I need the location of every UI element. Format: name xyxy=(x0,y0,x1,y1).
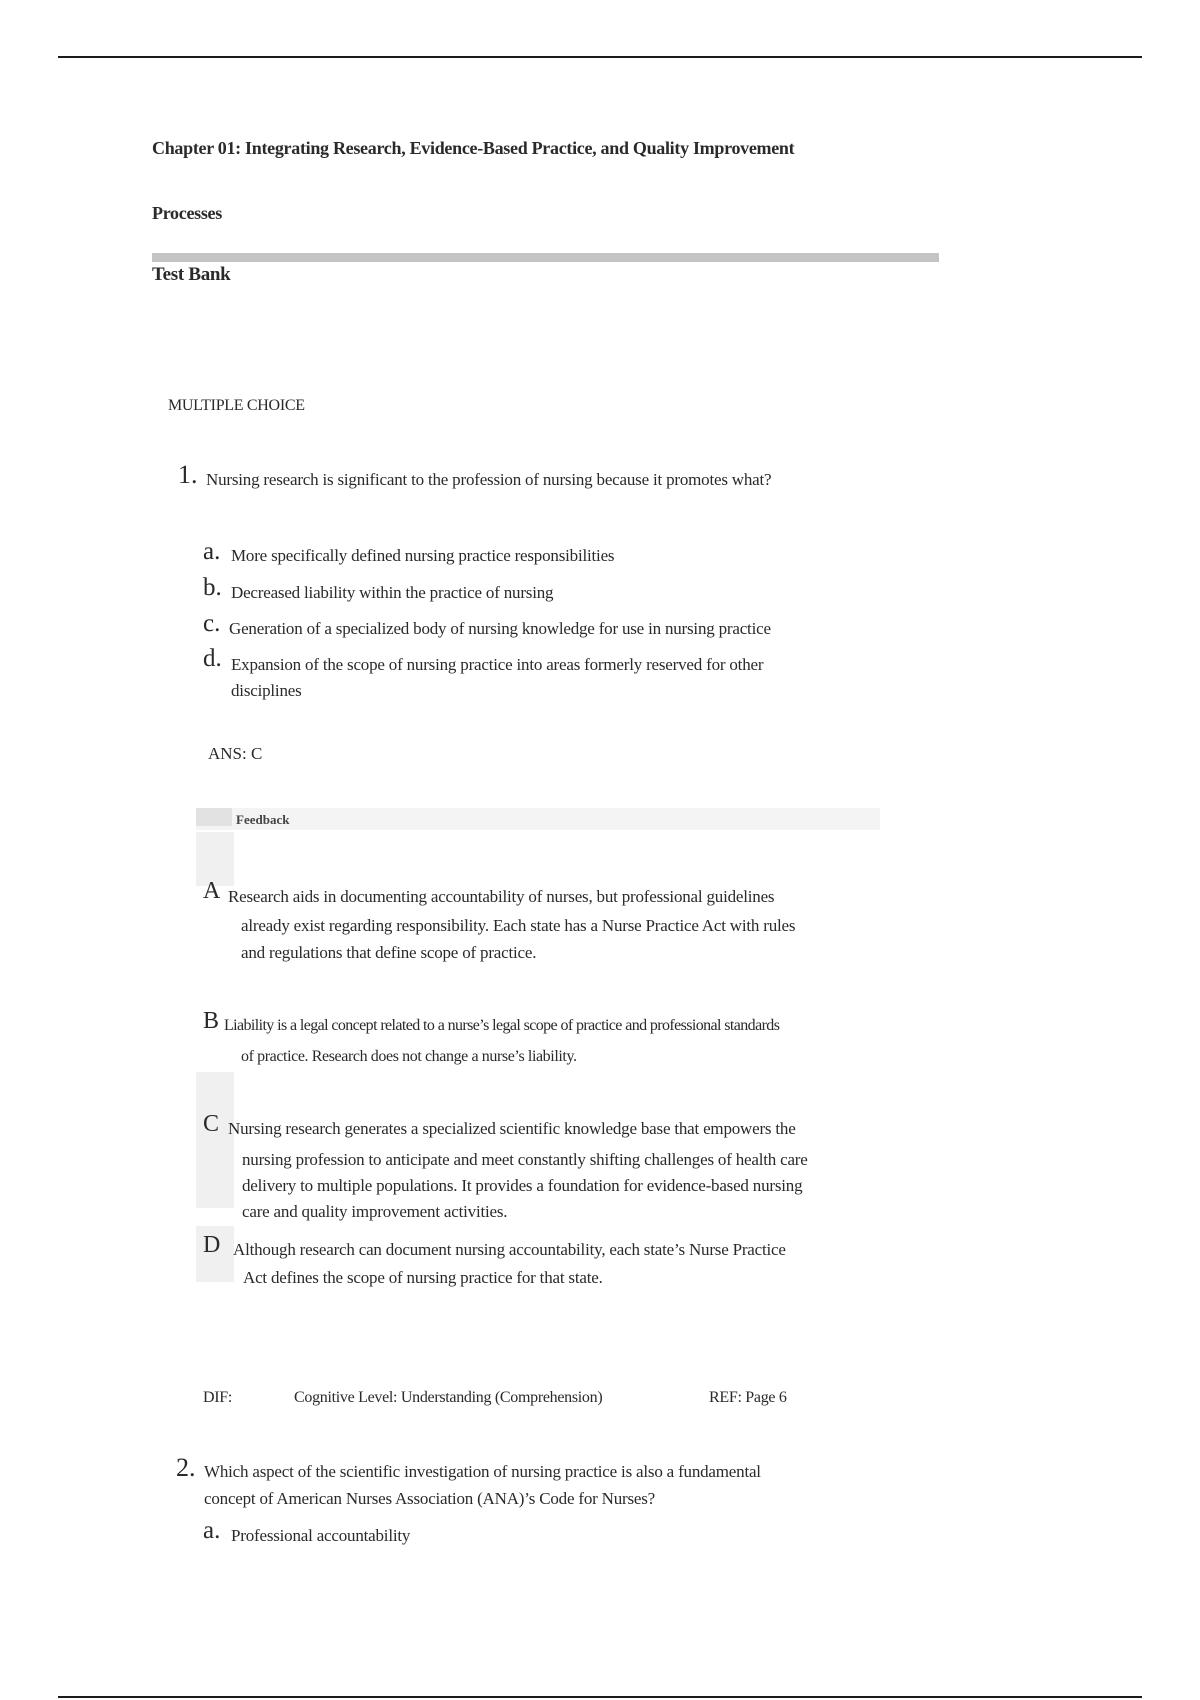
feedback-line: Nursing research generates a specialized scientific knowledge base that empowers the xyxy=(228,1119,796,1138)
option-text: Generation of a specialized body of nursing knowledge for use in nursing practice xyxy=(229,619,771,638)
question-number: 2. xyxy=(176,1453,196,1482)
feedback-line: Although research can document nursing accountability, each state’s Nurse Practice xyxy=(233,1240,786,1259)
option-text: Expansion of the scope of nursing practice into areas formerly reserved for other xyxy=(231,655,764,674)
feedback-label: Feedback xyxy=(236,812,290,827)
feedback-header-cell xyxy=(196,808,232,826)
feedback-line: care and quality improvement activities. xyxy=(242,1202,508,1221)
option-letter: c. xyxy=(203,610,221,637)
option-text: Decreased liability within the practice of nursing xyxy=(231,583,554,602)
feedback-line: already exist regarding responsibility. Each state has a Nurse Practice Act with rules xyxy=(241,916,796,935)
title-divider-bar xyxy=(152,253,939,262)
feedback-header-bar xyxy=(196,808,880,830)
option-letter: a. xyxy=(203,538,221,565)
chapter-title: Chapter 01: Integrating Research, Evidence-Based Practice, and Quality Improvement xyxy=(152,138,795,158)
feedback-line: and regulations that define scope of practice. xyxy=(241,943,537,962)
feedback-line: Research aids in documenting accountability of nurses, but professional guidelines xyxy=(228,887,775,906)
question-text: Which aspect of the scientific investigation of nursing practice is also a fundamental xyxy=(204,1462,761,1481)
question-text: Nursing research is significant to the profession of nursing because it promotes what? xyxy=(206,470,772,489)
feedback-letter: A xyxy=(203,878,221,904)
feedback-letter: B xyxy=(203,1008,220,1034)
page-reference: REF: Page 6 xyxy=(709,1389,787,1406)
section-label: MULTIPLE CHOICE xyxy=(168,397,305,414)
feedback-line: Liability is a legal concept related to a nurse’s legal scope of practice and professional standards xyxy=(224,1017,780,1034)
option-letter: b. xyxy=(203,574,222,601)
chapter-title-continuation: Processes xyxy=(152,203,222,223)
test-bank-heading: Test Bank xyxy=(152,264,231,285)
difficulty-label: DIF: xyxy=(203,1389,233,1406)
question-number: 1. xyxy=(178,460,198,489)
option-text-continuation: disciplines xyxy=(231,681,302,700)
cognitive-level: Cognitive Level: Understanding (Comprehension) xyxy=(294,1389,603,1406)
option-text: More specifically defined nursing practice responsibilities xyxy=(231,546,615,565)
feedback-line: of practice. Research does not change a nurse’s liability. xyxy=(241,1048,577,1065)
answer-key: ANS: C xyxy=(208,744,263,763)
feedback-letter: C xyxy=(203,1111,220,1137)
option-letter: d. xyxy=(203,645,222,672)
bottom-rule xyxy=(58,1696,1142,1698)
option-text: Professional accountability xyxy=(231,1526,411,1545)
feedback-letter: D xyxy=(203,1232,221,1258)
feedback-line: Act defines the scope of nursing practice for that state. xyxy=(243,1268,603,1287)
option-letter: a. xyxy=(203,1517,221,1544)
question-text-continuation: concept of American Nurses Association (ANA)’s Code for Nurses? xyxy=(204,1489,656,1508)
top-rule xyxy=(58,56,1142,58)
feedback-line: delivery to multiple populations. It provides a foundation for evidence-based nursing xyxy=(242,1176,803,1195)
feedback-line: nursing profession to anticipate and meet constantly shifting challenges of health care xyxy=(242,1150,808,1169)
